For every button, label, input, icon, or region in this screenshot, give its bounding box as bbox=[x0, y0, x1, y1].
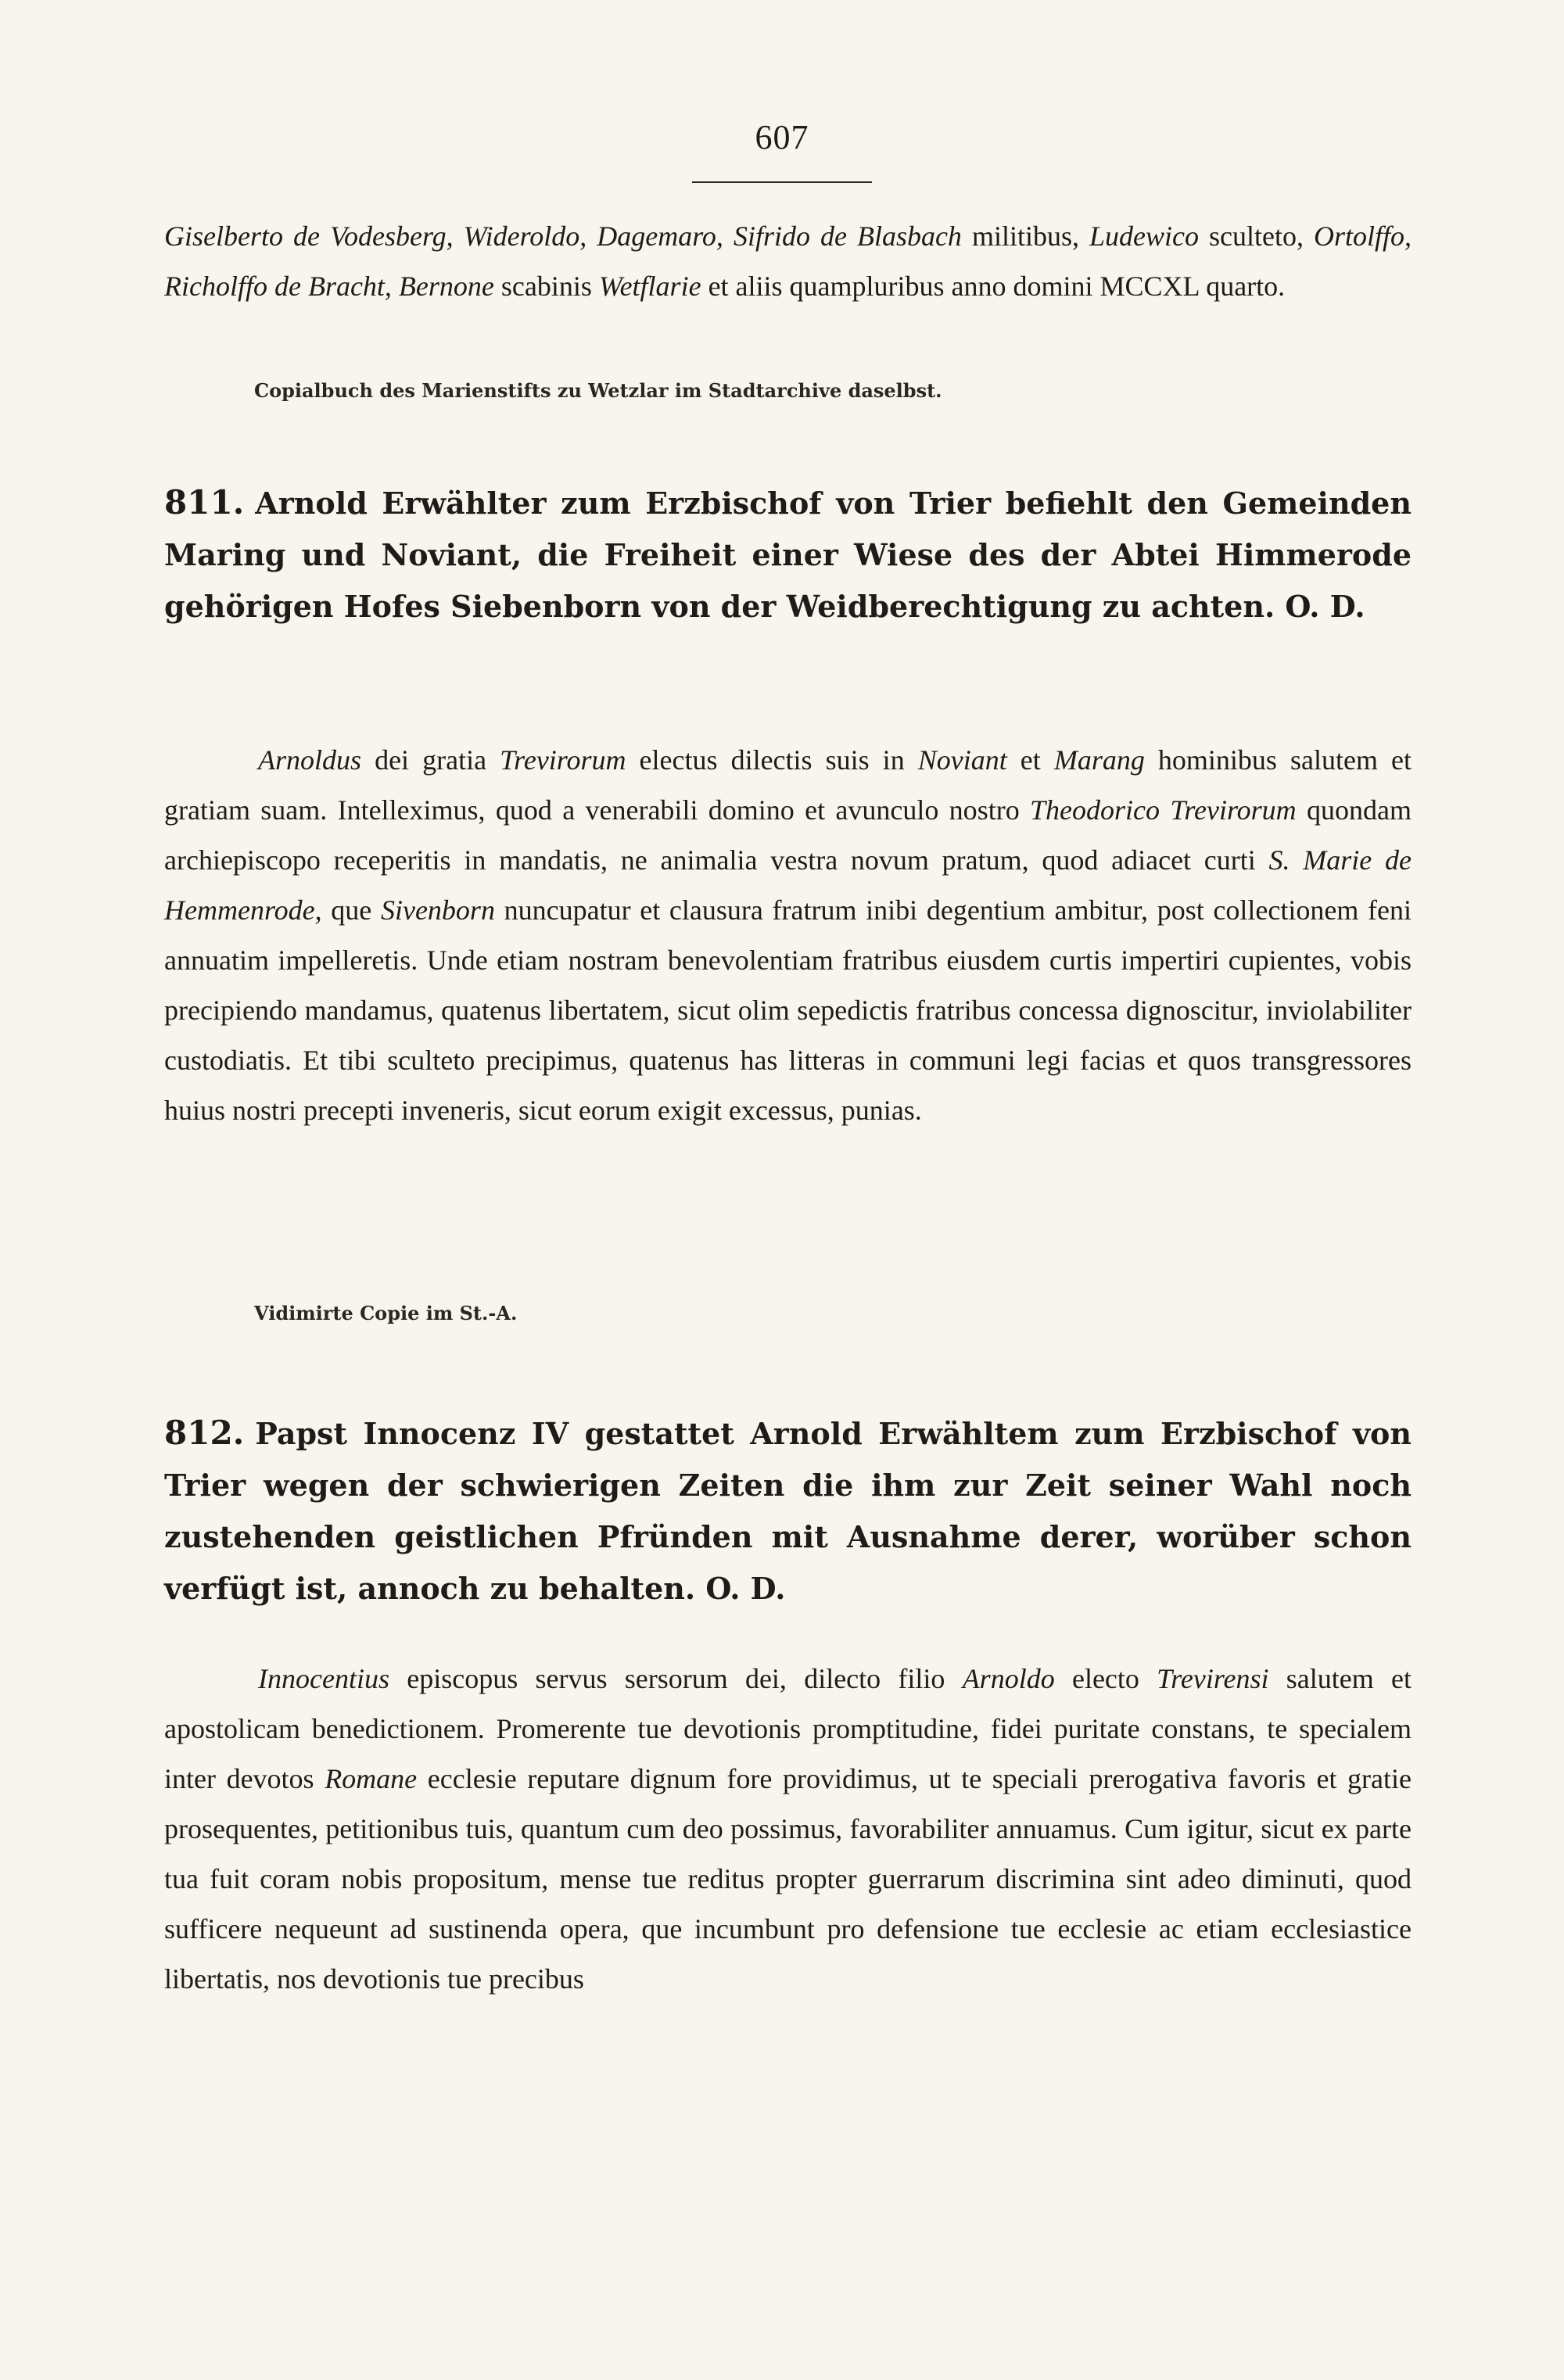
text-run: dei gratia bbox=[361, 744, 500, 776]
page-number-rule bbox=[692, 181, 872, 183]
document-811-number: 811. bbox=[164, 483, 245, 522]
text-run: ecclesie reputare dignum fore providimus, ut te speciali prerogativa favoris et gratie prosequentes, petitionibus tuis, quantum cum deo possimus, favorabiliter annuamus. Cum igitur, sicut ex parte tua fuit coram nobis propositum, mense tue reditus propter guerrarum discrimina sint adeo diminuti, quod sufficere nequeunt ad sustinenda opera, que incumbunt pro defensione tue ecclesie ac etiam ecclesiastice libertatis, nos devotionis tue precibus bbox=[164, 1763, 1412, 1995]
place-marang: Marang bbox=[1053, 744, 1145, 776]
text-run: electus dilectis suis in bbox=[626, 744, 918, 776]
text-run: hominibus salutem et gratiam suam. Intelleximus, quod a venerabili domino et avunculo nostro bbox=[164, 744, 1412, 826]
text-run: nuncupatur et clausura fratrum inibi degentium ambitur, post collectionem feni annuatim impelleretis. Unde etiam nostram benevolentiam fratribus eiusdem curtis impertiri cupientes, vobis precipiendo mandamus, quatenus libertatem, sicut olim sepedictis fratribus concessa dignoscitur, inviolabiliter custodiatis. Et tibi sculteto precipimus, quatenus has litteras in communi legi facias et quos transgressores huius nostri precepti inveneris, sicut eorum exigit excessus, punias. bbox=[164, 894, 1412, 1126]
document-812-heading bbox=[164, 1407, 1412, 1615]
text-run: electo bbox=[1054, 1663, 1157, 1694]
document-811-summary: Arnold Erwählter zum Erzbischof von Trier befiehlt den Gemeinden Maring und Noviant, die Freiheit einer Wiese des der Abtei Himmerode gehörigen Hofes Siebenborn von der Weidberechtigung zu achten. O. D. bbox=[164, 486, 1412, 624]
place-hemmenrode: S. Marie de Hemmenrode, bbox=[164, 844, 1412, 926]
text-run: sculteto, bbox=[1198, 220, 1314, 252]
document-812-summary: Papst Innocenz IV gestattet Arnold Erwähltem zum Erzbischof von Trier wegen der schwierigen Zeiten die ihm zur Zeit seiner Wahl noch zustehenden geistlichen Pfründen mit Ausnahme derer, worüber schon verfügt ist, annoch zu behalten. O. D. bbox=[164, 1416, 1412, 1606]
text-run: episcopus servus sersorum dei, dilecto filio bbox=[389, 1663, 963, 1694]
text-run: et bbox=[1006, 744, 1054, 776]
text-run: salutem et apostolicam benedictionem. Promerente tue devotionis promptitudine, fidei puritate constans, te specialem inter devotos bbox=[164, 1663, 1412, 1794]
name-arnoldo: Arnoldo bbox=[962, 1663, 1055, 1694]
page-number-wrap bbox=[692, 117, 872, 157]
place-noviant: Noviant bbox=[917, 744, 1007, 776]
place-wetflarie: Wetflarie bbox=[598, 271, 701, 302]
previous-document-ending bbox=[164, 211, 1412, 311]
name-innocentius: Innocentius bbox=[258, 1663, 389, 1694]
witness-names: Giselberto de Vodesberg, Wideroldo, Dagemaro, Sifrido de Blasbach bbox=[164, 220, 962, 252]
name-ludewico: Ludewico bbox=[1089, 220, 1199, 252]
text-run: quondam archiepiscopo receperitis in mandatis, ne animalia vestra novum pratum, quod adiacet curti bbox=[164, 794, 1412, 876]
text-run: militibus, bbox=[961, 220, 1089, 252]
page-number: 607 bbox=[755, 118, 809, 156]
witness-names: Ortolffo, Richolffo de Bracht, Bernone bbox=[164, 220, 1412, 302]
place-trevirensi: Trevirensi bbox=[1157, 1663, 1269, 1694]
name-romane: Romane bbox=[325, 1763, 418, 1794]
document-811-source-note: Vidimirte Copie im St.-A. bbox=[254, 1302, 518, 1324]
place-trevirorum: Trevirorum bbox=[500, 744, 626, 776]
previous-source-note: Copialbuch des Marienstifts zu Wetzlar im Stadtarchive daselbst. bbox=[254, 379, 942, 402]
document-812-number: 812. bbox=[164, 1414, 245, 1452]
place-sivenborn: Sivenborn bbox=[380, 894, 495, 926]
document-811-text bbox=[164, 735, 1412, 1135]
text-run: et aliis quampluribus anno domini MCCXL quarto. bbox=[701, 271, 1286, 302]
document-811-heading bbox=[164, 477, 1412, 633]
name-theodorico: Theodorico Trevirorum bbox=[1030, 794, 1297, 826]
text-run: que bbox=[321, 894, 381, 926]
name-arnoldus: Arnoldus bbox=[258, 744, 362, 776]
text-run: scabinis bbox=[493, 271, 599, 302]
document-812-text bbox=[164, 1654, 1412, 2004]
